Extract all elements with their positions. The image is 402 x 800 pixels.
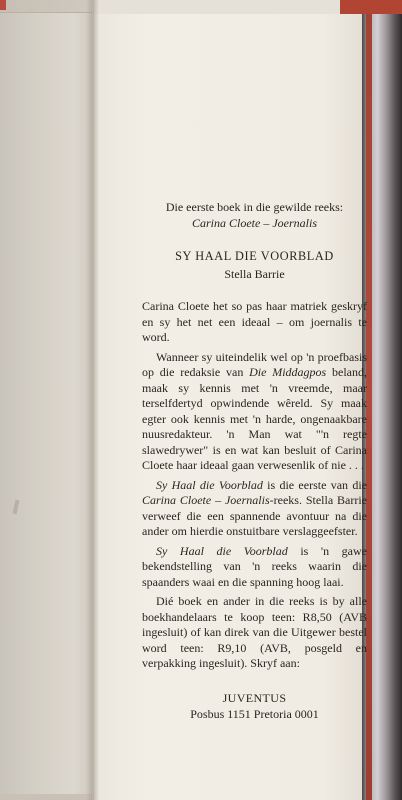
gutter-shadow	[86, 0, 100, 800]
facing-page-bottom-edge	[0, 794, 92, 800]
flap-top-edge	[94, 0, 364, 14]
publisher-block	[142, 691, 367, 723]
cover-red-corner	[340, 0, 402, 14]
title-reference-2: Sy Haal die Voorblad	[156, 543, 288, 558]
book-title: SY HAAL DIE VOORBLAD	[175, 249, 334, 263]
blurb-paragraph-1: Carina Cloete het so pas haar matriek geskryf en sy het net een ideaal – om joernalis te word.	[142, 299, 367, 344]
flap-text	[142, 200, 367, 723]
blurb-paragraph-2-text-a: Wanneer sy uiteindelik wel op 'n proefbasis op die redaksie van	[142, 349, 367, 379]
blurb-paragraph-2-text-b: beland, maak sy kennis met 'n vreemde, maar terselfdertyd opwindende wêreld. Sy maak egter ook kennis met 'n harde, ongenaakbare nuusredakteur. 'n Man wat "'n regte slawedrywer" is en wat kan besluit of Carina Cloete haar ideaal gaan verwesenlik of nie . . .	[142, 365, 368, 472]
series-intro	[142, 200, 367, 231]
facing-page	[0, 0, 92, 800]
author-name: Stella Barrie	[224, 266, 285, 281]
blurb	[142, 299, 367, 672]
order-information: Dié boek en ander in die reeks is by alle boekhandelaars te koop teen: R8,50 (AVB ingesluit) of kan direk van die Uitgewer bestel word teen: R9,10 (AVB, posgeld en verpakking ingesluit). Skryf aan:	[142, 594, 367, 670]
blurb-paragraph-3-text-a: is die eerste van die	[262, 477, 367, 492]
blurb-paragraph-4-text: is 'n gawe bekendstelling van 'n reeks waarin die spaanders waai en die spanning hoog laai.	[142, 543, 367, 589]
blurb-paragraph-3-text-b: -reeks. Stella Barrie verweef die een spannende avontuur na die ander om hierdie onstuitbare verslaggeefster.	[142, 493, 367, 538]
publisher-name: JUVENTUS	[222, 690, 287, 705]
title-reference: Sy Haal die Voorblad	[156, 477, 263, 492]
cover-corner	[0, 0, 6, 10]
blurb-paragraph-2	[142, 350, 367, 474]
blurb-paragraph-3	[142, 478, 367, 540]
series-reference: Carina Cloete – Joernalis	[142, 493, 270, 507]
facing-page-top-edge	[0, 0, 92, 13]
blurb-paragraph-4	[142, 544, 367, 591]
series-name: Carina Cloete – Joernalis	[192, 215, 317, 230]
publisher-address: Posbus 1151 Pretoria 0001	[190, 707, 319, 721]
series-intro-line1: Die eerste boek in die gewilde reeks:	[165, 200, 344, 214]
newspaper-name: Die Middagpos	[249, 365, 327, 379]
